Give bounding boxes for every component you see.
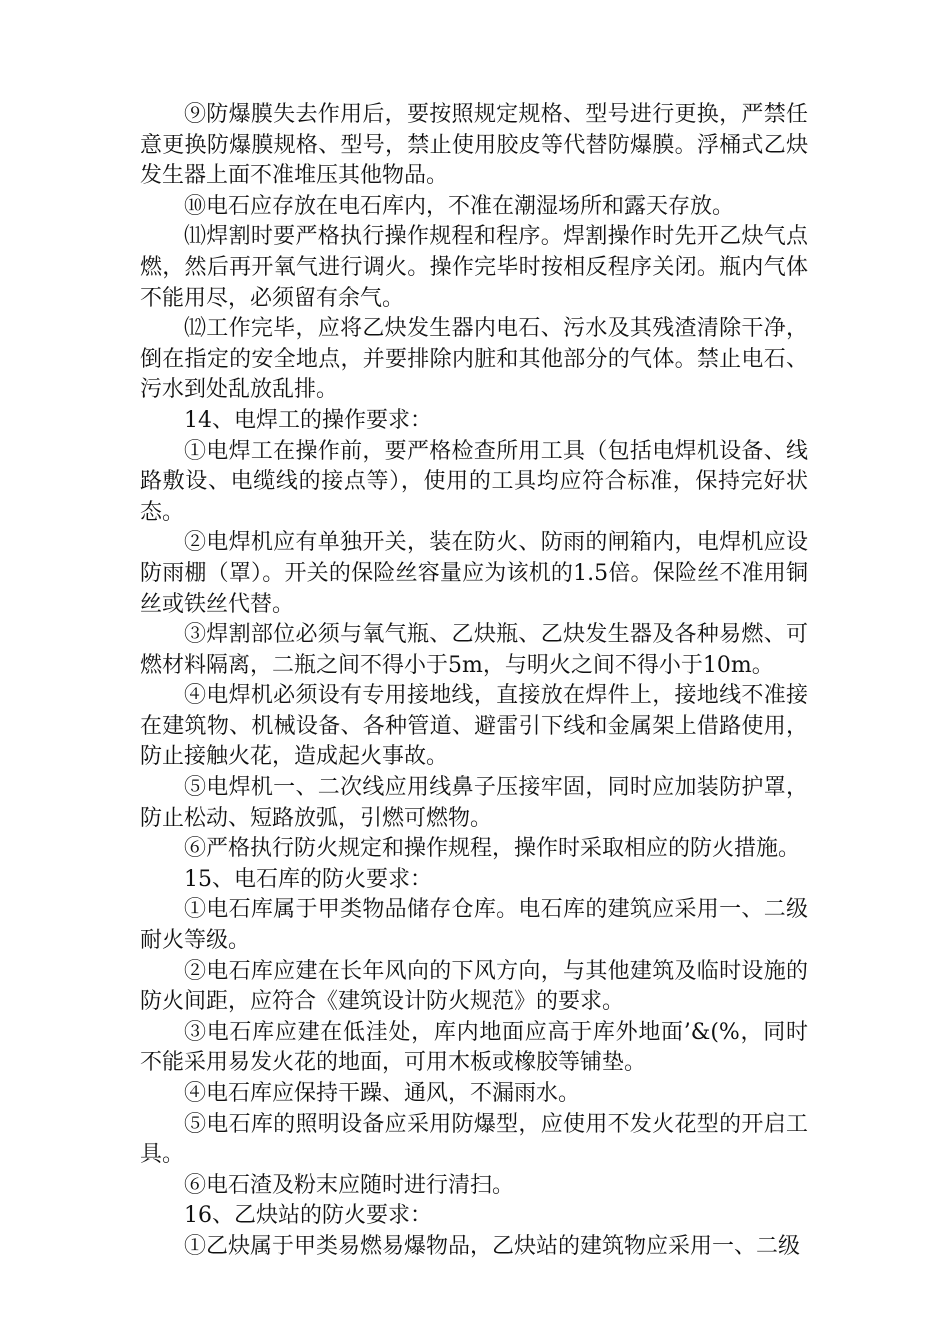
paragraph-welder-6: ⑥严格执行防火规定和操作规程，操作时采取相应的防火措施。: [184, 836, 801, 862]
paragraph-welder-1: ①电焊工在操作前，要严格检查所用工具（包括电焊机设备、线路敷设、电缆线的接点等），使用的工具均应符合标准，保持完好状态。: [140, 438, 808, 525]
paragraph-carbide-3: ③电石库应建在低洼处，库内地面应高于库外地面’&(%，同时不能采用易发火花的地面，可用木板或橡胶等铺垫。: [140, 1019, 808, 1076]
paragraph-welder-5: ⑤电焊机一、二次线应用线鼻子压接牢固，同时应加装防护罩，防止松动、短路放弧，引燃可燃物。: [140, 775, 808, 831]
paragraph-item-12: ⑿工作完毕，应将乙炔发生器内电石、污水及其残渣清除干净，倒在指定的安全地点，并要排除内脏和其他部分的气体。禁止电石、污水到处乱放乱排。: [140, 316, 808, 403]
paragraph-carbide-6: ⑥电石渣及粉末应随时进行清扫。: [184, 1172, 515, 1198]
section-heading-15: 15、电石库的防火要求：: [184, 866, 432, 892]
paragraph-item-9: ⑨防爆膜失去作用后，要按照规定规格、型号进行更换，严禁任意更换防爆膜规格、型号，禁止使用胶皮等代替防爆膜。浮桶式乙炔发生器上面不准堆压其他物品。: [140, 102, 808, 189]
paragraph-welder-2: ②电焊机应有单独开关，装在防火、防雨的闸箱内，电焊机应设防雨棚（罩）。开关的保险丝容量应为该机的1.5倍。保险丝不准用铜丝或铁丝代替。: [140, 530, 808, 617]
paragraph-carbide-4: ④电石库应保持干躁、通风，不漏雨水。: [184, 1081, 581, 1106]
paragraph-welder-4: ④电焊机必须设有专用接地线，直接放在焊件上，接地线不准接在建筑物、机械设备、各种管道、避雷引下线和金属架上借路使用，防止接触火花，造成起火事故。: [140, 683, 808, 770]
document-body: [140, 100, 808, 1263]
paragraph-carbide-2: ②电石库应建在长年风向的下风方向，与其他建筑及临时设施的防火间距，应符合《建筑设计防火规范》的要求。: [140, 958, 808, 1015]
paragraph-acetylene-1: ①乙炔属于甲类易燃易爆物品，乙炔站的建筑物应采用一、二级: [184, 1233, 801, 1259]
section-heading-14: 14、电焊工的操作要求：: [184, 407, 432, 433]
paragraph-carbide-5: ⑤电石库的照明设备应采用防爆型，应使用不发火花型的开启工具。: [140, 1111, 808, 1168]
paragraph-carbide-1: ①电石库属于甲类物品储存仓库。电石库的建筑应采用一、二级耐火等级。: [140, 897, 808, 954]
paragraph-welder-3: ③焊割部位必须与氧气瓶、乙炔瓶、乙炔发生器及各种易燃、可燃材料隔离，二瓶之间不得小于5m，与明火之间不得小于10m。: [140, 622, 808, 678]
paragraph-item-11: ⑾焊割时要严格执行操作规程和程序。焊割操作时先开乙炔气点燃，然后再开氧气进行调火。操作完毕时按相反程序关闭。瓶内气体不能用尽，必须留有余气。: [140, 224, 808, 311]
paragraph-item-10: ⑩电石应存放在电石库内，不准在潮湿场所和露天存放。: [184, 193, 735, 219]
section-heading-16: 16、乙炔站的防火要求：: [184, 1203, 432, 1229]
